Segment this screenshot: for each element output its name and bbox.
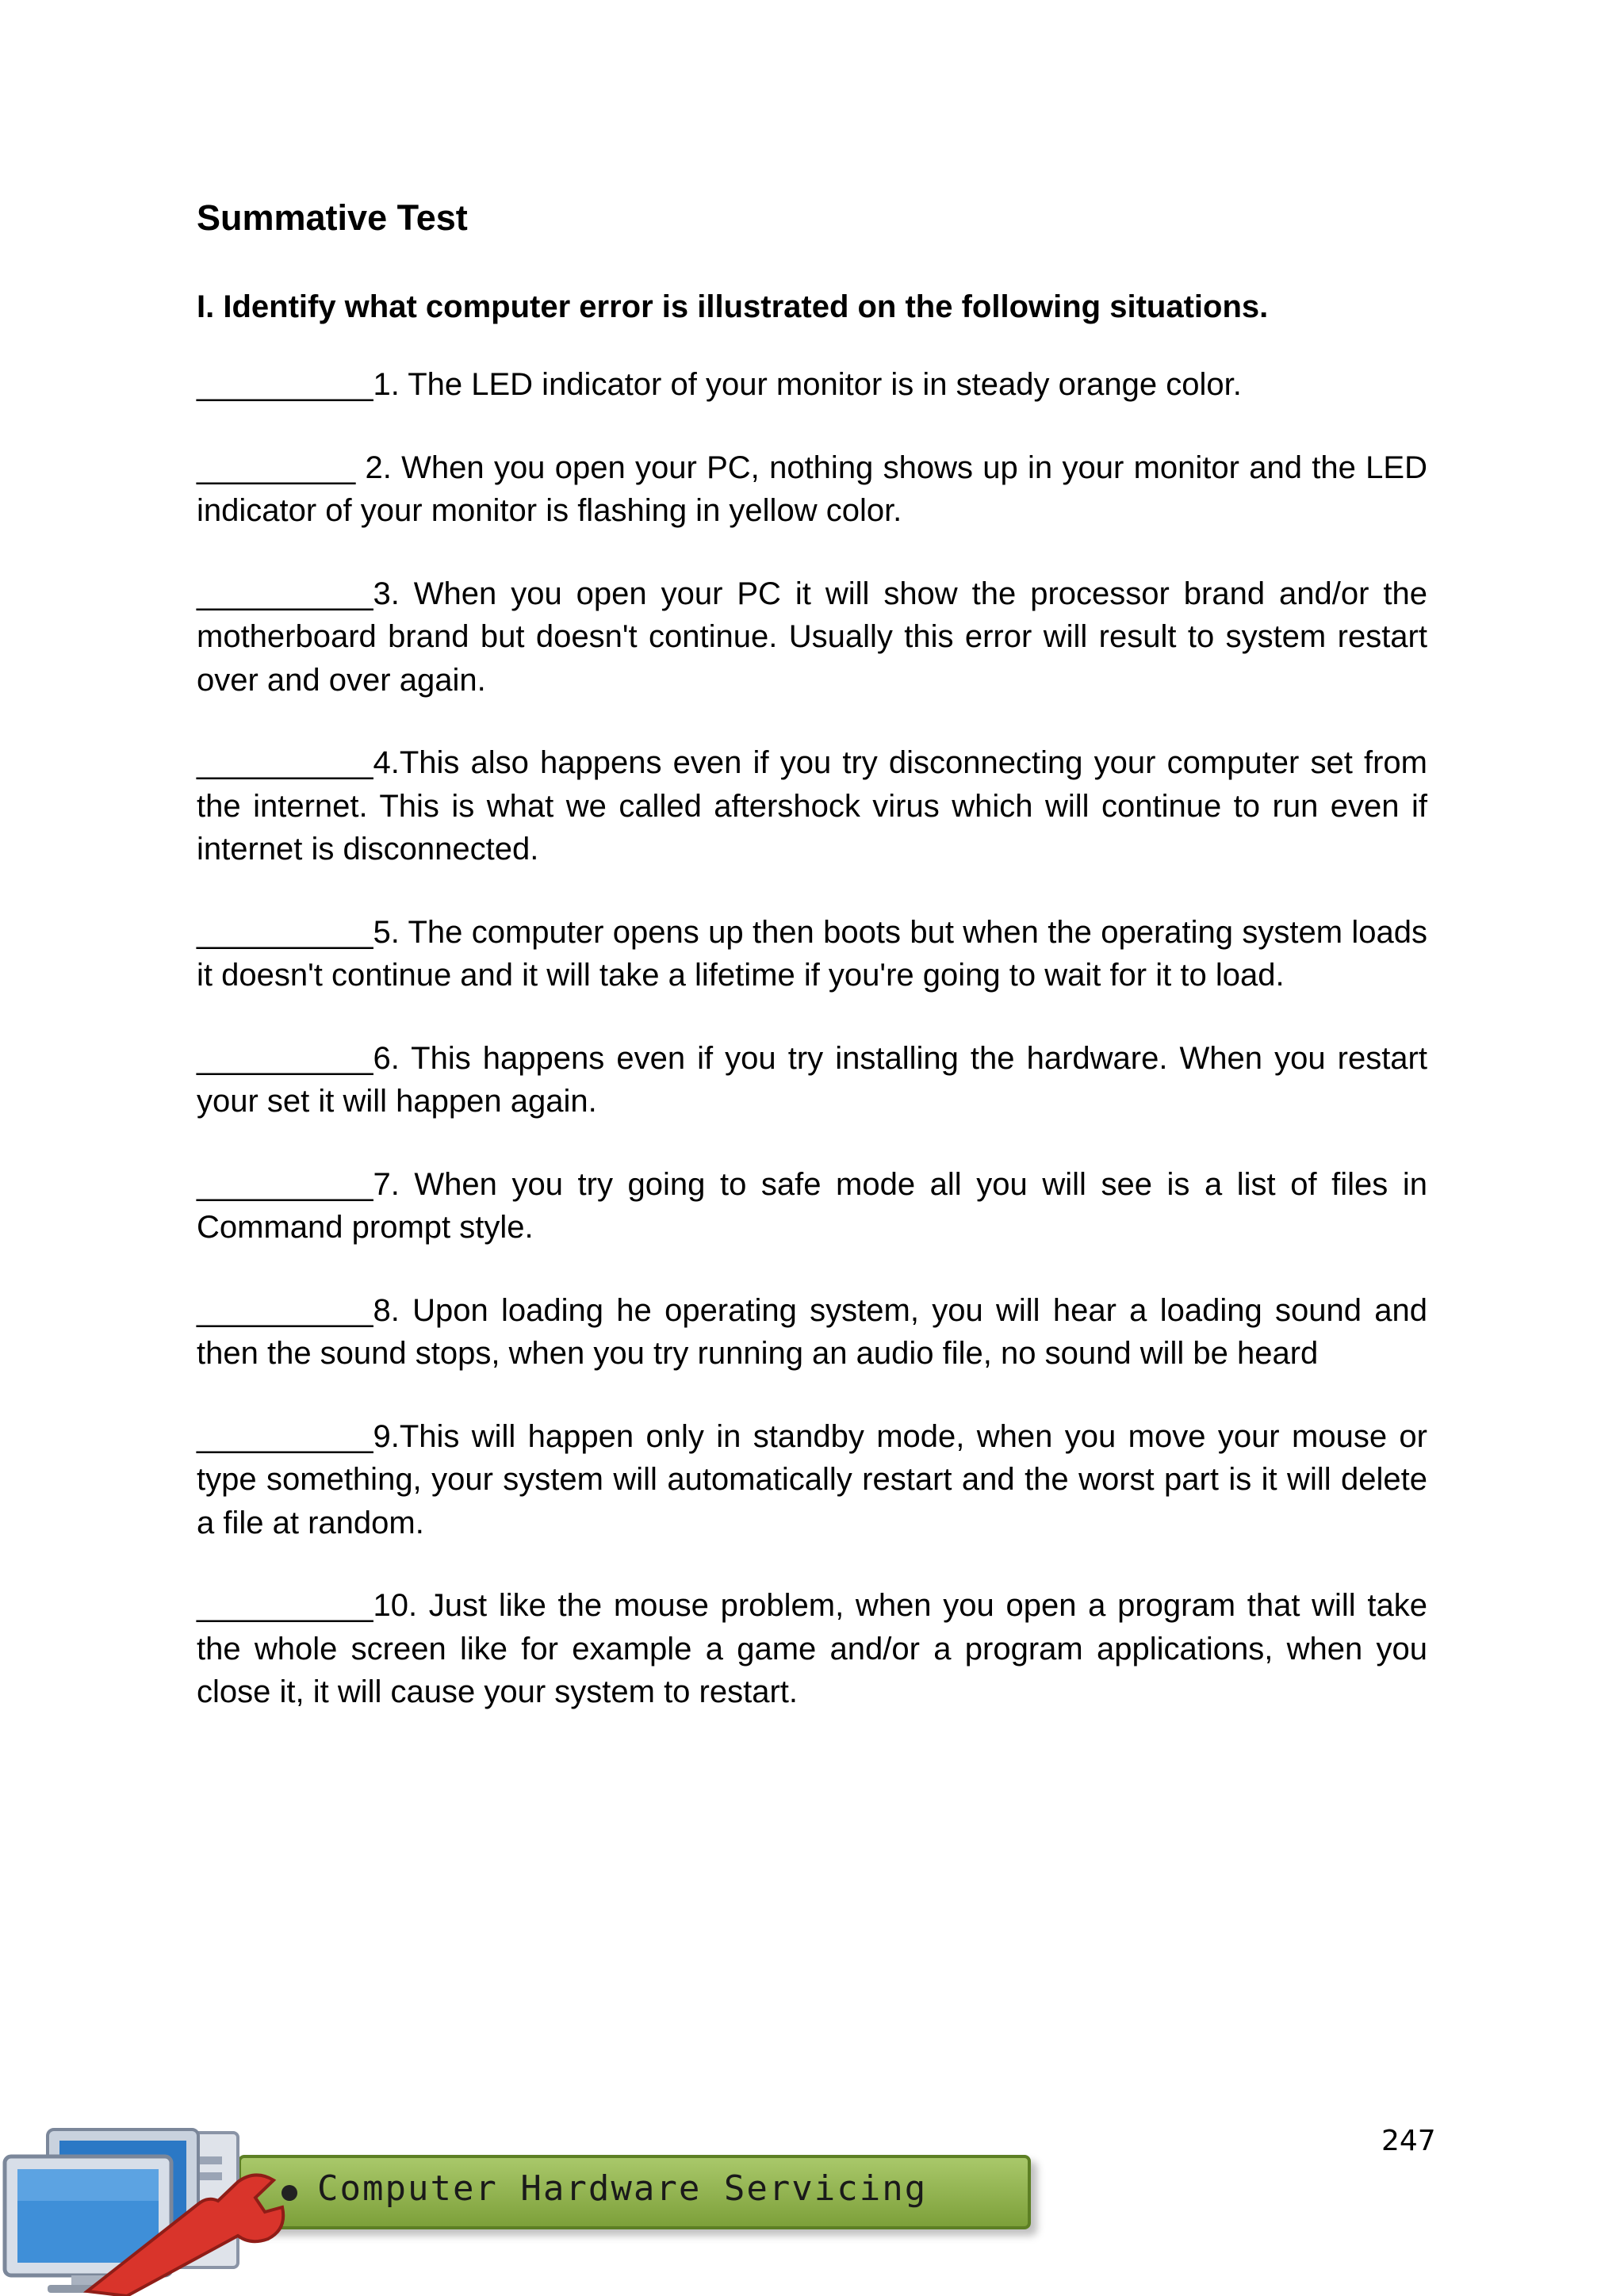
section-instruction: I. Identify what computer error is illustrated on the following situations. xyxy=(197,289,1269,324)
footer-banner xyxy=(0,2125,1055,2296)
question-item: __________4.This also happens even if you try disconnecting your computer set from the internet. This is what we called aftershock virus which will continue to run even if internet is disconnected. xyxy=(197,745,1427,867)
question-item: __________3. When you open your PC it will show the processor brand and/or the motherboard brand but doesn't continue. Usually this error will result to system restart over and over again. xyxy=(197,576,1427,698)
page-number: 247 xyxy=(1381,2125,1436,2157)
footer-banner-text: Computer Hardware Servicing xyxy=(317,2168,928,2209)
question-item: __________5. The computer opens up then boots but when the operating system loads it doesn't continue and it will take a lifetime if you're going to wait for it to load. xyxy=(197,914,1427,993)
page-title: Summative Test xyxy=(197,197,468,238)
test-content xyxy=(197,190,1427,1754)
question-item: __________6. This happens even if you try installing the hardware. When you restart your set it will happen again. xyxy=(197,1040,1427,1119)
question-item: __________10. Just like the mouse problem, when you open a program that will take the whole screen like for example a game and/or a program applications, when you close it, it will cause your system to restart. xyxy=(197,1588,1427,1709)
question-item: __________9.This will happen only in standby mode, when you move your mouse or type something, your system will automatically restart and the worst part is it will delete a file at random. xyxy=(197,1418,1427,1540)
question-item: __________1. The LED indicator of your monitor is in steady orange color. xyxy=(197,367,1242,402)
question-item: __________7. When you try going to safe mode all you will see is a list of files in Command prompt style. xyxy=(197,1166,1427,1245)
question-item: _________ 2. When you open your PC, nothing shows up in your monitor and the LED indicator of your monitor is flashing in yellow color. xyxy=(197,450,1427,528)
question-item: __________8. Upon loading he operating system, you will hear a loading sound and then the sound stops, when you try running an audio file, no sound will be heard xyxy=(197,1292,1427,1371)
